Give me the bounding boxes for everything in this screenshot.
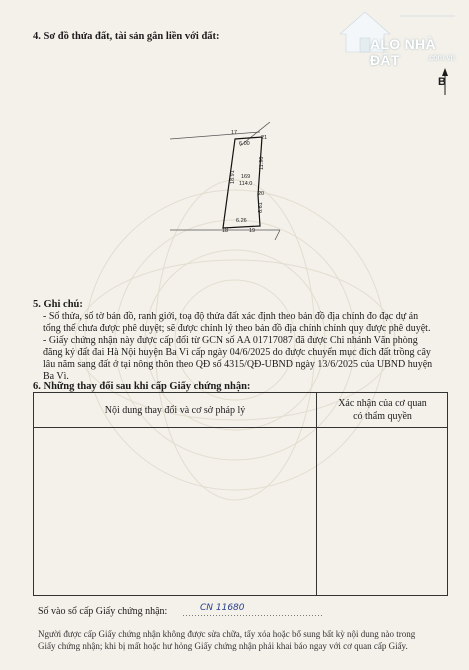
vertex-label: 20 [258,191,265,197]
section-5-title: 5. Ghi chú: [33,299,83,310]
dimension-left: 18.91 [230,170,236,184]
parcel-number: 169 [241,174,251,180]
north-label: B [438,76,446,88]
changes-table [33,392,448,596]
section-4-title: 4. Sơ đồ thửa đất, tài sản gắn liền với đất: [33,31,220,42]
logo-brand-text: ALO NHÀ ĐẤT [370,36,436,68]
footer-warning [38,629,438,652]
vertex-label: 19 [249,228,256,234]
land-plot-diagram [150,122,320,242]
register-dotted-line [183,614,323,617]
column-header-confirmation [317,397,448,423]
note-2-line-2: đăng ký đất đai Hà Nội huyện Ba Vì cấp ngày 04/6/2025 do được chuyển mục đích đất trồng cây [43,347,431,358]
column-header-changes: Nội dung thay đổi và cơ sở pháp lý [104,405,246,416]
dimension-bottom: 6.26 [236,218,247,224]
vertex-label: 18 [222,228,229,234]
column-header-confirmation-line-1: Xác nhận của cơ quan [338,398,427,409]
footer-warning-line-2: Giấy chứng nhận; khi bị mất hoặc hư hỏng Giấy chứng nhận phải khai báo ngay với cơ quan cấp Giấy. [38,640,408,651]
parcel-area: 114.0 [239,181,253,187]
section-6-title: 6. Những thay đổi sau khi cấp Giấy chứng nhận: [33,381,251,392]
note-2-line-3: lâu năm sang đất ở tại nông thôn theo QĐ số 4315/QĐ-UBND ngày 13/6/2025 của UBND huyện [43,359,433,370]
column-divider [316,393,317,595]
footer-warning-line-1: Người được cấp Giấy chứng nhận không được sửa chữa, tẩy xóa hoặc bổ sung bất kỳ nội dung nào trong [38,629,416,639]
column-header-confirmation-line-2: có thẩm quyền [353,411,412,422]
note-2-line-1: - Giấy chứng nhận này được cấp đổi từ GCN số AA 01717087 đã được Chi nhánh Văn phòng [43,335,418,346]
note-1-line-2: tổng thể chưa được phê duyệt; sẽ được chỉnh lý theo bản đồ địa chính chính quy được phê duyệt. [43,323,431,334]
note-1-line-1: - Số thửa, số tờ bản đồ, ranh giới, toạ độ thửa đất xác định theo bản đồ địa chính đo đạc dự án [43,311,419,322]
dimension-right-upper: 11.96 [259,156,265,170]
header-rule [34,427,447,428]
vertex-label: 17 [231,130,238,136]
dimension-right-lower: 6.61 [258,202,264,213]
vertex-label: 21 [261,135,268,141]
note-2-line-4: Ba Vì. [43,371,69,382]
logo-domain-text: .com.vn [427,53,456,62]
register-number-label: Số vào sổ cấp Giấy chứng nhận: [38,606,168,617]
register-number-handwritten: CN 11680 [200,603,245,613]
dimension-top: 6.00 [239,141,250,147]
